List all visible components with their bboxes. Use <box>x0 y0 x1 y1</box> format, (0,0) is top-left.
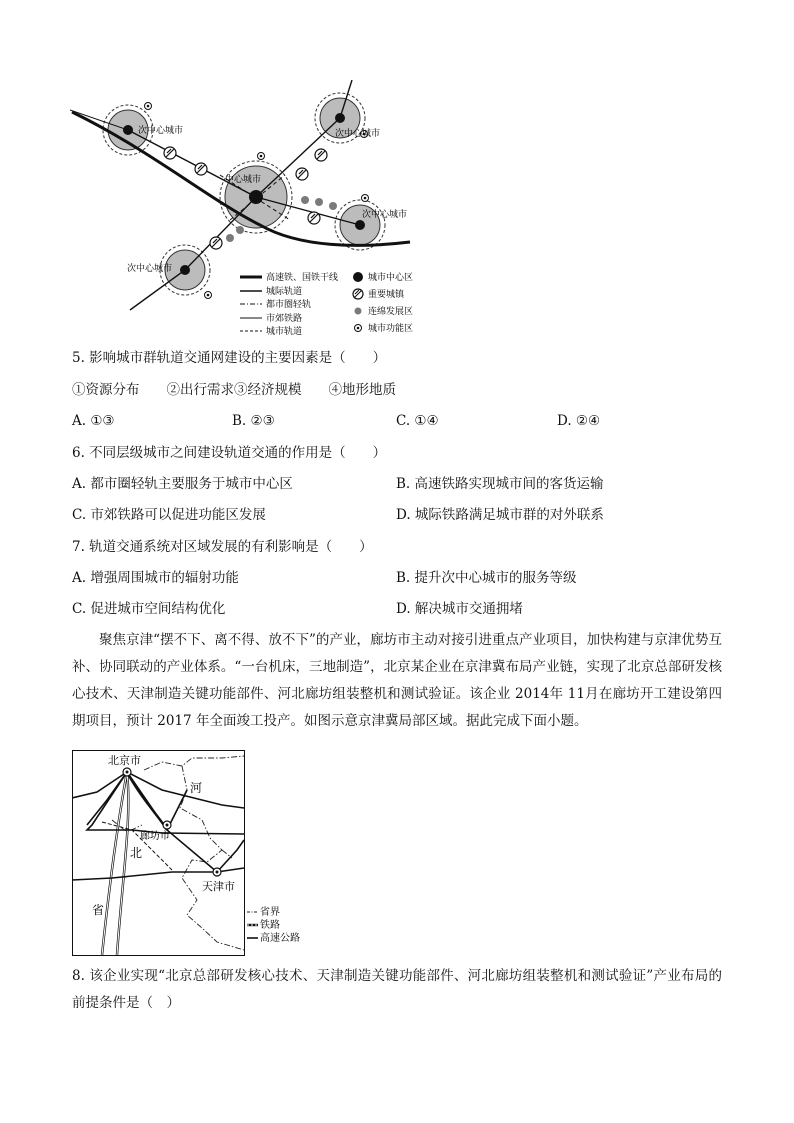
label-beijing: 北京市 <box>108 754 141 767</box>
legend-suburban: 市郊铁路 <box>266 314 303 324</box>
legend-railway: 铁路 <box>260 920 280 931</box>
legend-function-area: 城市功能区 <box>368 324 414 334</box>
q6-option-d[interactable]: D. 城际铁路满足城市群的对外联系 <box>396 507 604 523</box>
legend-hsr: 高速铁、国铁干线 <box>266 273 339 283</box>
label-langfang: 廊坊市 <box>140 831 170 842</box>
legend-corridor: 连绵发展区 <box>368 307 414 317</box>
reading-passage: 聚焦京津“摆不下、离不得、放不下”的产业，廊坊市主动对接引进重点产业项目，加快构建与京津优势互补、协同联动的产业体系。“一台机床，三地制造”，北京某企业在京津冀布局产业链，实现了北京总部研发核心技术、天津制造关键功能部件、河北廊坊组装整机和测试验证。该企业 2014年 11月在廊坊开工建设第四期项目，预计 2017 年全面竣工投产。如图示意京津冀局部区域。据此完成下面小题。 <box>72 632 722 729</box>
q5-stem: 5. 影响城市群轨道交通网建设的主要因素是（ ） <box>72 350 387 366</box>
label-city-west: 次中心城市 <box>138 126 184 136</box>
label-tianjin: 天津市 <box>202 880 235 893</box>
legend-urban: 城市轨道 <box>266 327 303 337</box>
q6-option-b[interactable]: B. 高速铁路实现城市间的客货运输 <box>396 476 604 492</box>
q6-option-c[interactable]: C. 市郊铁路可以促进功能区发展 <box>72 507 266 523</box>
label-he: 河 <box>190 781 203 795</box>
legend-metro: 都市圈轻轨 <box>266 300 312 310</box>
tianjin-marker <box>213 868 221 876</box>
rail-network-diagram <box>70 80 415 342</box>
legend-lines <box>240 277 262 331</box>
q6-option-a[interactable]: A. 都市圈轻轨主要服务于城市中心区 <box>72 476 293 492</box>
legend-intercity: 城际轨道 <box>266 287 303 297</box>
label-sheng: 省 <box>92 903 105 917</box>
q5-option-d[interactable]: D. ②④ <box>557 413 601 429</box>
jingjinji-map <box>72 750 312 960</box>
intercity-line-nw <box>128 130 256 197</box>
q5-option-a[interactable]: A. ①③ <box>72 413 115 429</box>
label-city-east: 次中心城市 <box>362 210 408 220</box>
label-city-sw: 次中心城市 <box>127 264 173 274</box>
q5-option-c[interactable]: C. ①④ <box>396 413 439 429</box>
q7-option-a[interactable]: A. 增强周围城市的辐射功能 <box>72 570 239 586</box>
q5-items: ①资源分布 ②出行需求③经济规模 ④地形地质 <box>72 382 396 398</box>
q6-stem: 6. 不同层级城市之间建设轨道交通的作用是（ ） <box>72 445 387 461</box>
label-city-ne: 次中心城市 <box>335 129 381 139</box>
q7-option-b[interactable]: B. 提升次中心城市的服务等级 <box>396 570 577 586</box>
legend-key-town: 重要城镇 <box>368 290 405 300</box>
beijing-marker <box>123 768 131 776</box>
label-bei: 北 <box>130 846 143 860</box>
q7-option-d[interactable]: D. 解决城市交通拥堵 <box>396 601 523 617</box>
q7-stem: 7. 轨道交通系统对区域发展的有利影响是（ ） <box>72 539 373 555</box>
langfang-marker <box>163 821 171 829</box>
label-city-center: 中心城市 <box>225 175 262 185</box>
legend-boundary: 省界 <box>260 907 280 918</box>
legend-highway: 高速公路 <box>260 933 300 944</box>
map-legend <box>247 912 258 938</box>
legend-symbols <box>353 272 363 332</box>
q5-option-b[interactable]: B. ②③ <box>232 413 275 429</box>
q8-stem: 8. 该企业实现“北京总部研发核心技术、天津制造关键功能部件、河北廊坊组装整机和测试验证”产业布局的前提条件是（ ） <box>72 968 722 1011</box>
q7-option-c[interactable]: C. 促进城市空间结构优化 <box>72 601 226 617</box>
legend-center-area: 城市中心区 <box>368 273 414 283</box>
